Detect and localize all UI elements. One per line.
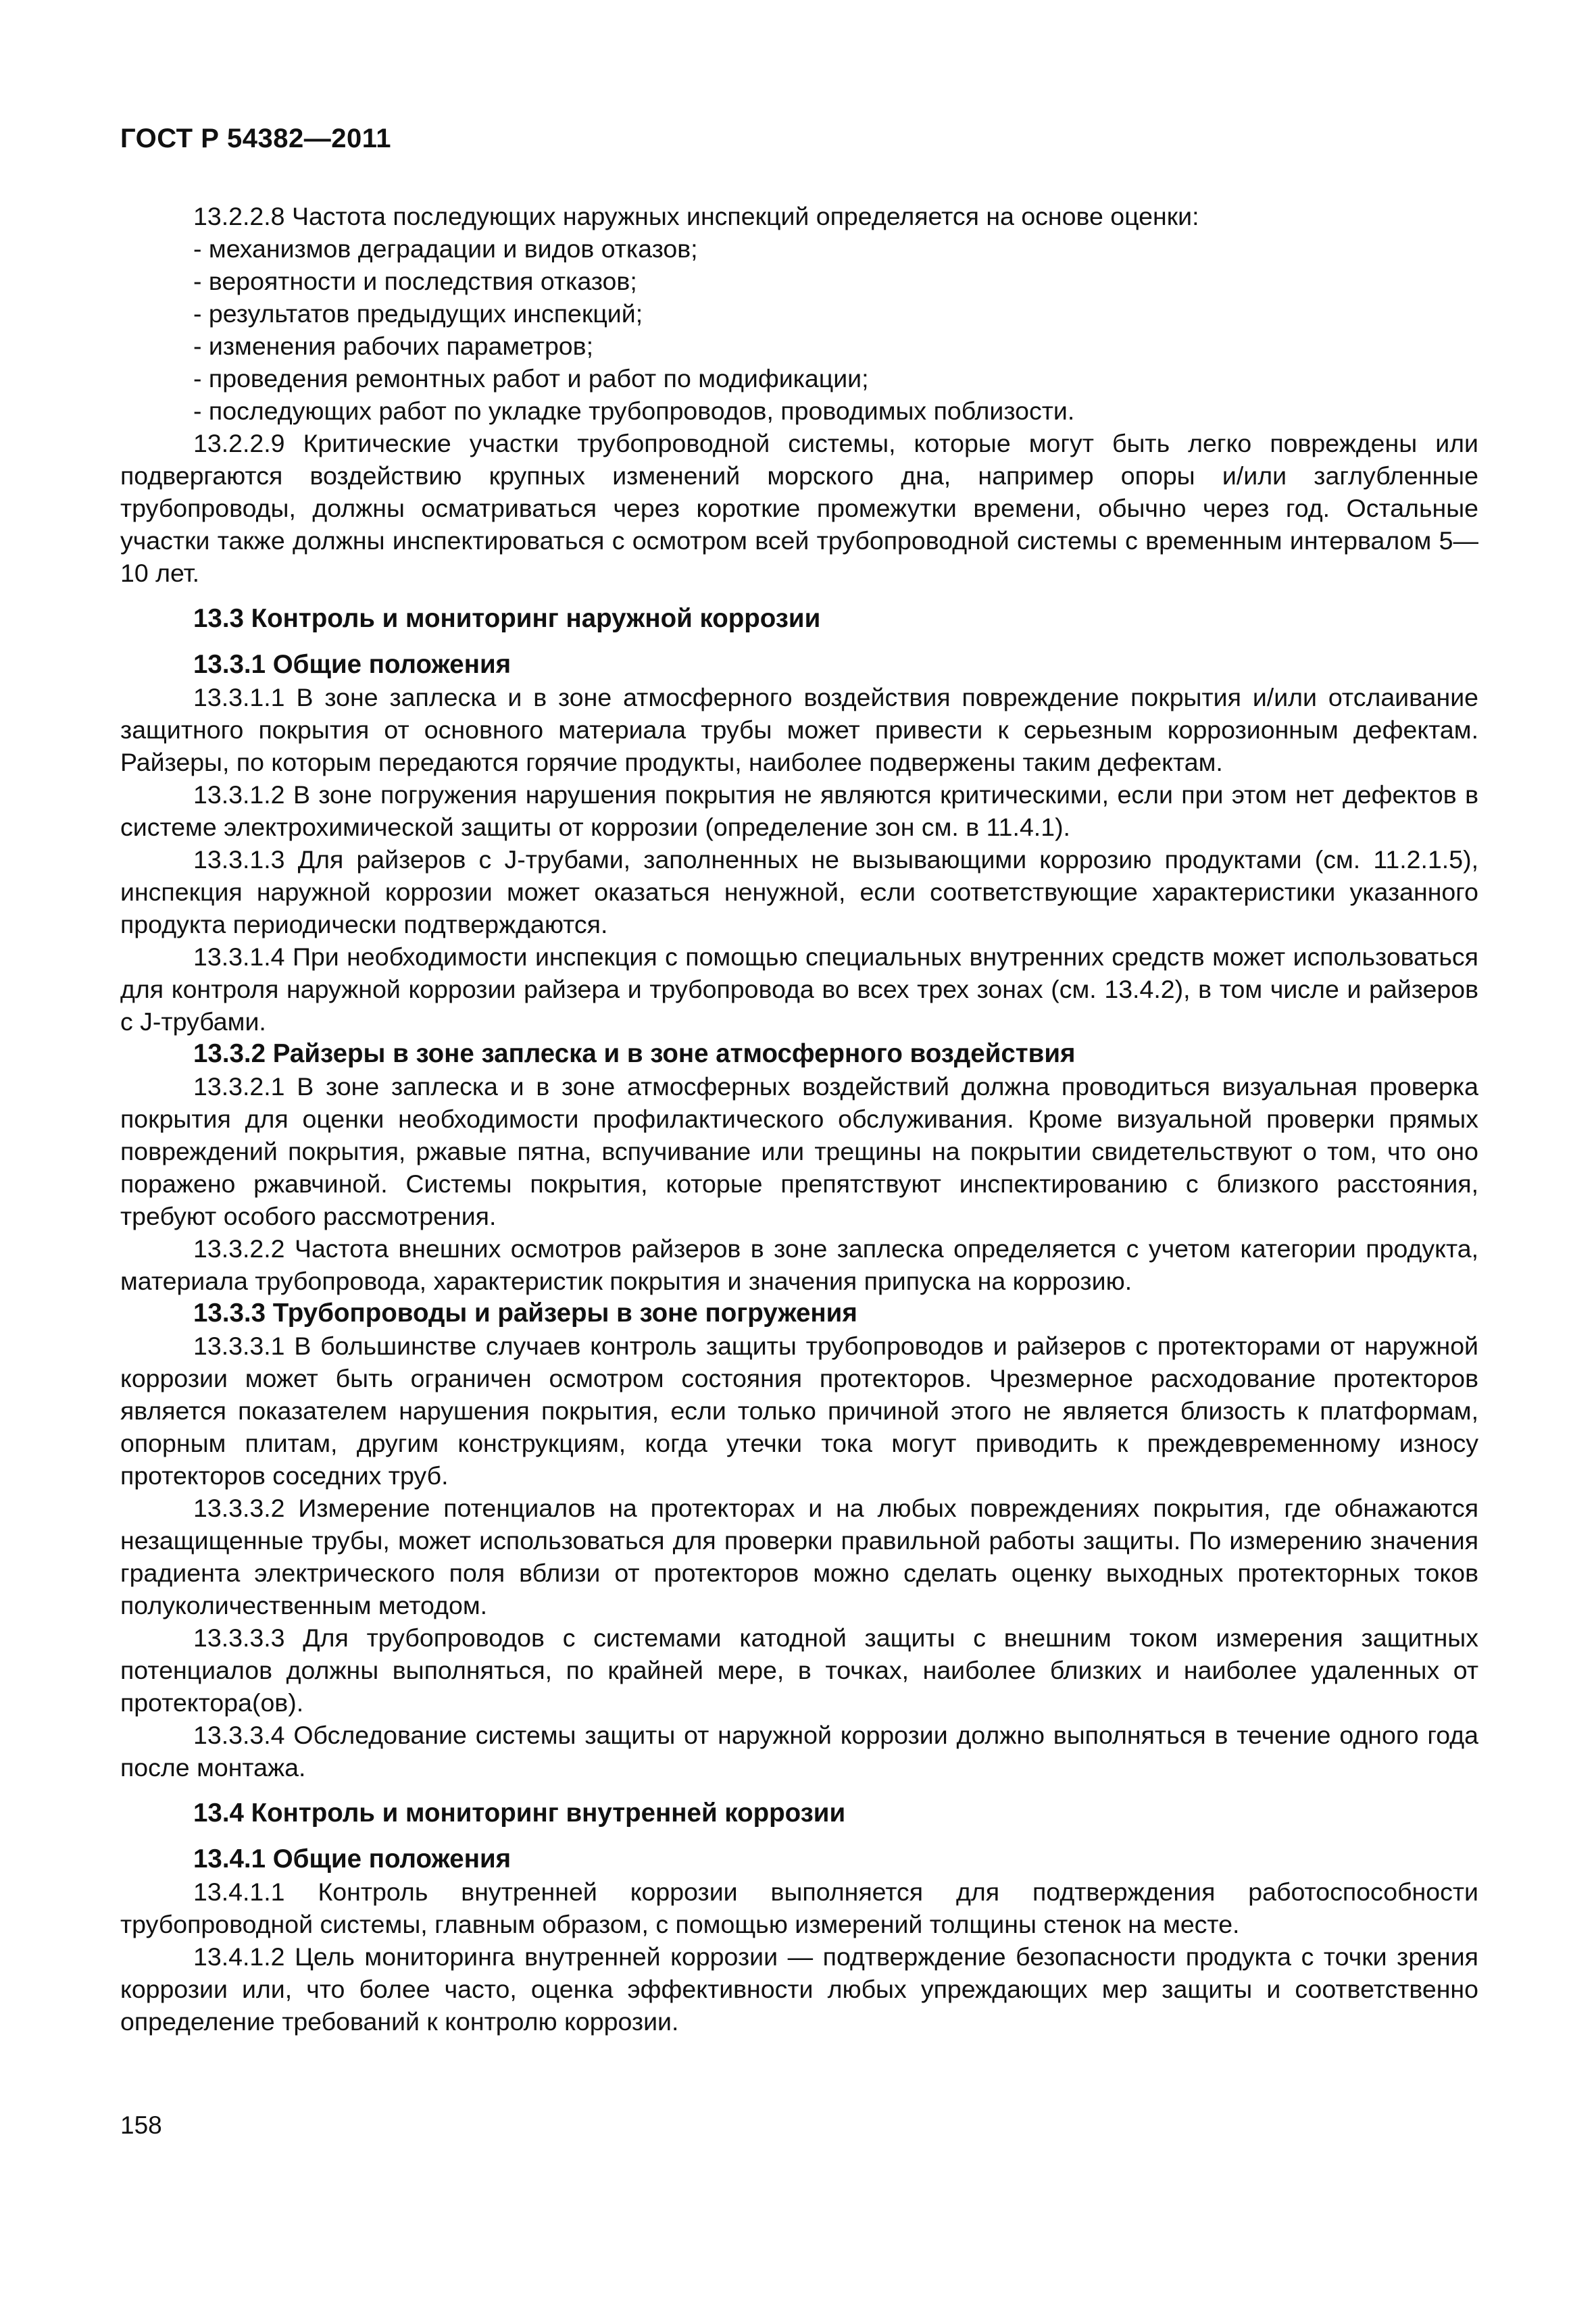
document-body [120, 200, 1478, 2038]
paragraph-13-3-2-2: 13.3.2.2 Частота внешних осмотров райзеров в зоне заплеска определяется с учетом категории продукта, материала трубопровода, характеристик покрытия и значения припуска на коррозию. [120, 1234, 1478, 1295]
subsection-heading-13-3-2: 13.3.2 Райзеры в зоне заплеска и в зоне атмосферного воздействия [193, 1039, 1076, 1068]
paragraph-13-3-3-2: 13.3.3.2 Измерение потенциалов на протекторах и на любых повреждениях покрытия, где обнажаются незащищенные трубы, может использоваться для проверки правильной работы защиты. По измерению значения градиента электрического поля вблизи от протекторов можно сделать оценку выходных протекторных токов полуколичественным методом. [120, 1494, 1478, 1619]
section-heading-13-4: 13.4 Контроль и мониторинг внутренней коррозии [193, 1799, 846, 1828]
subsection-heading-13-3-3: 13.3.3 Трубопроводы и райзеры в зоне погружения [193, 1299, 857, 1328]
page-number: 158 [120, 2111, 162, 2139]
paragraph-13-2-2-9: 13.2.2.9 Критические участки трубопроводной системы, которые могут быть легко повреждены или подвергаются воздействию крупных изменений морского дна, например опоры и/или заглубленные трубопроводы, должны осматриваться через короткие промежутки времени, обычно через год. Остальные участки также должны инспектироваться с осмотром всей трубопроводной системы с временным интервалом 5—10 лет. [120, 429, 1478, 587]
paragraph-13-4-1-1: 13.4.1.1 Контроль внутренней коррозии выполняется для подтверждения работоспособности трубопроводной системы, главным образом, с помощью измерений толщины стенок на месте. [120, 1878, 1478, 1938]
subsection-heading-13-3-1: 13.3.1 Общие положения [193, 650, 512, 679]
paragraph-13-3-1-2: 13.3.1.2 В зоне погружения нарушения покрытия не являются критическими, если при этом нет дефектов в системе электрохимической защиты от коррозии (определение зон см. в 11.4.1). [120, 780, 1478, 841]
list-item: - вероятности и последствия отказов; [193, 267, 637, 295]
paragraph-13-3-1-4: 13.3.1.4 При необходимости инспекция с помощью специальных внутренних средств может использоваться для контроля наружной коррозии райзера и трубопровода во всех трех зонах (см. 13.4.2), в том числе и райзеров с J-трубами. [120, 942, 1478, 1036]
list-item: - изменения рабочих параметров; [193, 332, 593, 360]
paragraph-13-2-2-8: 13.2.2.8 Частота последующих наружных инспекций определяется на основе оценки: [193, 202, 1199, 230]
section-heading-13-3: 13.3 Контроль и мониторинг наружной коррозии [193, 604, 821, 633]
list-item: - проведения ремонтных работ и работ по модификации; [193, 364, 869, 393]
list-item: - последующих работ по укладке трубопроводов, проводимых поблизости. [193, 397, 1075, 425]
paragraph-13-3-3-3: 13.3.3.3 Для трубопроводов с системами катодной защиты с внешним током измерения защитных потенциалов должны выполняться, по крайней мере, в точках, наиболее близких и наиболее удаленных от протектора(ов). [120, 1624, 1478, 1717]
paragraph-13-3-1-3: 13.3.1.3 Для райзеров с J-трубами, заполненных не вызывающими коррозию продуктами (см. 11.2.1.5), инспекция наружной коррозии может оказаться ненужной, если соответствующие характеристики указанного продукта периодически подтверждаются. [120, 845, 1478, 938]
paragraph-13-3-2-1: 13.3.2.1 В зоне заплеска и в зоне атмосферных воздействий должна проводиться визуальная проверка покрытия для оценки необходимости профилактического обслуживания. Кроме визуальной проверки прямых повреждений покрытия, ржавые пятна, вспучивание или трещины на покрытии свидетельствуют о том, что оно поражено ржавчиной. Системы покрытия, которые препятствуют инспектированию с близкого расстояния, требуют особого рассмотрения. [120, 1072, 1478, 1230]
paragraph-13-3-1-1: 13.3.1.1 В зоне заплеска и в зоне атмосферного воздействия повреждение покрытия и/или отслаивание защитного покрытия от основного материала трубы может привести к серьезным коррозионным дефектам. Райзеры, по которым передаются горячие продукты, наиболее подвержены таким дефектам. [120, 683, 1478, 776]
paragraph-13-3-3-1: 13.3.3.1 В большинстве случаев контроль защиты трубопроводов и райзеров с протекторами от наружной коррозии может быть ограничен осмотром состояния протекторов. Чрезмерное расходование протекторов является показателем нарушения покрытия, если только причиной этого не является близость к платформам, опорным плитам, другим конструкциям, когда утечки тока могут приводить к преждевременному износу протекторов соседних труб. [120, 1332, 1478, 1490]
list-item: - результатов предыдущих инспекций; [193, 299, 643, 328]
document-code: ГОСТ Р 54382—2011 [120, 124, 391, 153]
paragraph-13-3-3-4: 13.3.3.4 Обследование системы защиты от наружной коррозии должно выполняться в течение одного года после монтажа. [120, 1721, 1478, 1782]
paragraph-13-4-1-2: 13.4.1.2 Цель мониторинга внутренней коррозии — подтверждение безопасности продукта с точки зрения коррозии или, что более часто, оценка эффективности любых упреждающих мер защиты и соответственно определение требований к контролю коррозии. [120, 1942, 1478, 2036]
subsection-heading-13-4-1: 13.4.1 Общие положения [193, 1844, 512, 1873]
list-13-2-2-8 [120, 232, 1478, 427]
list-item: - механизмов деградации и видов отказов; [193, 234, 698, 263]
